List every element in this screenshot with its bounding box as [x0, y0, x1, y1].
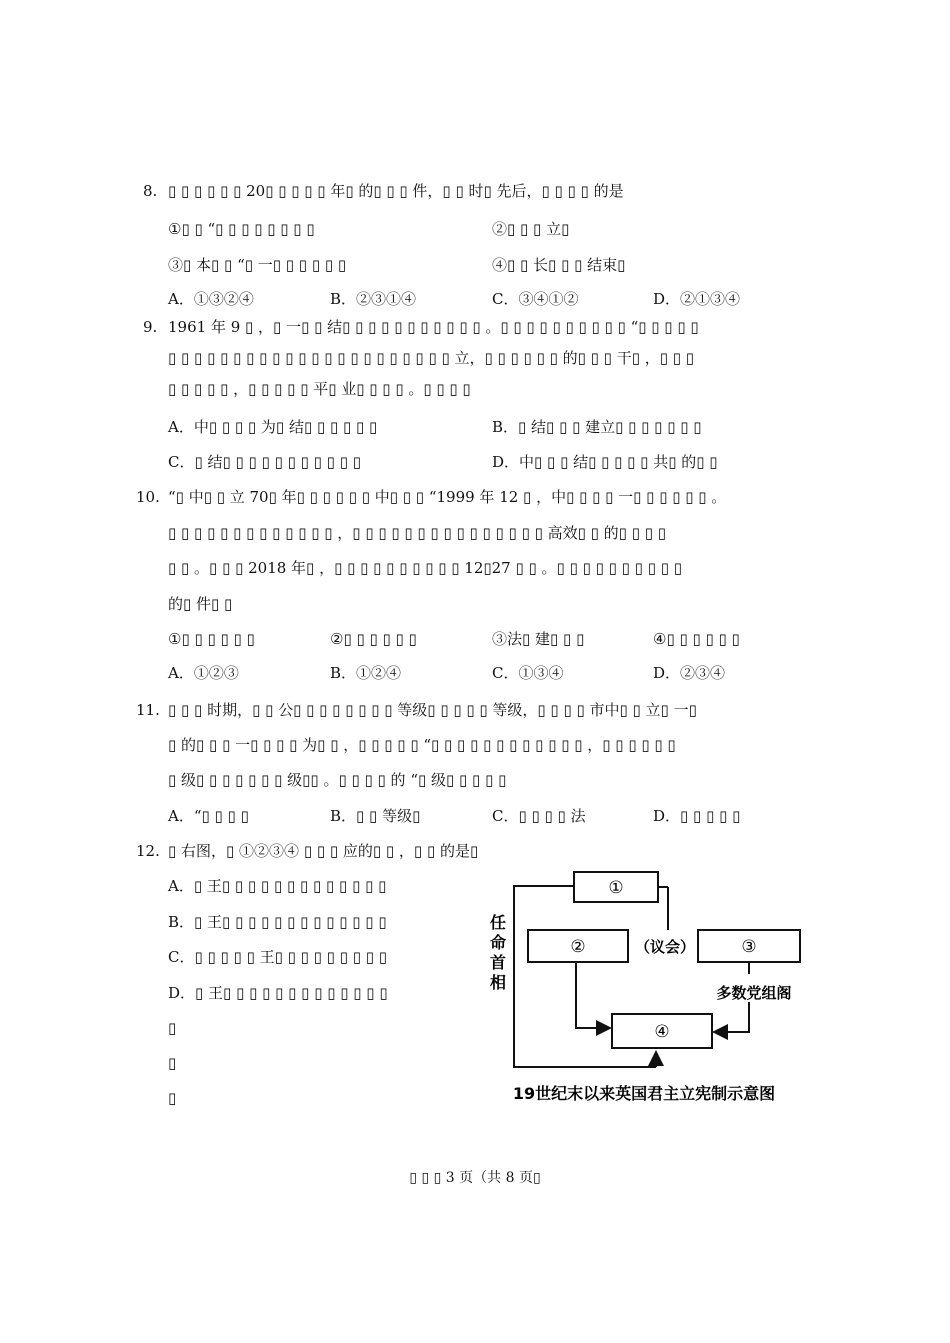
question-9-option-b: B．▯ 结▯ ▯ ▯ 建立▯ ▯ ▯ ▯ ▯ ▯ ▯	[492, 418, 702, 436]
question-12-option-b: B．▯ 王▯ ▯ ▯ ▯ ▯ ▯ ▯ ▯ ▯ ▯ ▯ ▯ ▯	[168, 913, 387, 931]
question-8-option-a: A．①③②④	[168, 290, 254, 308]
question-10-item-4: ④▯ ▯ ▯ ▯ ▯ ▯	[653, 630, 740, 648]
question-12-extra-mark-3: ▯	[168, 1089, 177, 1107]
question-8-number: 8.	[143, 182, 158, 200]
question-10-option-c: C．①③④	[492, 664, 564, 682]
diagram-caption: 19世纪末以来英国君主立宪制示意图	[512, 1084, 776, 1103]
constitutional-monarchy-diagram	[484, 862, 814, 1112]
question-8-item-4: ④▯ ▯ 长▯ ▯ ▯ 结束▯	[492, 256, 626, 274]
diagram-majority-label: 多数党组阁	[716, 984, 792, 1002]
question-12-option-a: A．▯ 王▯ ▯ ▯ ▯ ▯ ▯ ▯ ▯ ▯ ▯ ▯ ▯ ▯	[168, 877, 387, 895]
question-10-number: 10.	[136, 488, 160, 506]
question-8-stem: ▯ ▯ ▯ ▯ ▯ ▯ 20▯ ▯ ▯ ▯ ▯ 年▯ 的▯ ▯ ▯ 件，▯ ▯ 时▯ 先后，▯ ▯ ▯ ▯ 的是	[168, 182, 624, 200]
question-10-stem-line-4: 的▯ 件▯ ▯	[168, 595, 233, 613]
question-9-number: 9.	[143, 318, 158, 336]
question-11-stem-line-2: ▯ 的▯ ▯ ▯ 一▯ ▯ ▯ ▯ 为▯ ▯ ，▯ ▯ ▯ ▯ ▯ “▯ ▯ ▯ ▯ ▯ ▯ ▯ ▯ ▯ ▯ ▯ ▯ ，▯ ▯ ▯ ▯ ▯ ▯	[168, 736, 676, 754]
question-8-option-c: C．③④①②	[492, 290, 579, 308]
question-8-option-d: D．②①③④	[653, 290, 741, 308]
question-9-option-c: C．▯ 结▯ ▯ ▯ ▯ ▯ ▯ ▯ ▯ ▯ ▯ ▯	[168, 453, 361, 471]
diagram-box-3-label: ③	[741, 937, 757, 957]
question-10-option-b: B．①②④	[330, 664, 402, 682]
diagram-box-4-label: ④	[654, 1022, 670, 1042]
question-10-stem-line-1: “▯ 中▯ ▯ 立 70▯ 年▯ ▯ ▯ ▯ ▯ ▯ 中▯ ▯ ▯ “1999 年 12 ▯ ，中▯ ▯ ▯ ▯ 一▯ ▯ ▯ ▯ ▯ ▯ 。	[168, 488, 727, 506]
question-10-option-d: D．②③④	[653, 664, 726, 682]
question-11-number: 11.	[136, 701, 160, 719]
diagram-box2-to-box4	[576, 962, 610, 1028]
question-8-item-1: ①▯ ▯ “▯ ▯ ▯ ▯ ▯ ▯ ▯ ▯	[168, 220, 315, 238]
question-10-item-1: ①▯ ▯ ▯ ▯ ▯ ▯	[168, 630, 255, 648]
question-10-stem-line-3: ▯ ▯ 。▯ ▯ ▯ 2018 年▯ ，▯ ▯ ▯ ▯ ▯ ▯ ▯ ▯ ▯ ▯ 12▯27 ▯ ▯ 。▯ ▯ ▯ ▯ ▯ ▯ ▯ ▯ ▯ ▯	[168, 559, 682, 577]
question-8-item-3: ③▯ 本▯ ▯ “▯ 一▯ ▯ ▯ ▯ ▯ ▯	[168, 256, 347, 274]
page-footer: ▯ ▯ ▯ 3 页（共 8 页▯	[409, 1170, 541, 1186]
question-8-item-2: ②▯ ▯ ▯ 立▯	[492, 220, 570, 238]
diagram-left-label-2: 命	[489, 933, 507, 952]
question-10-item-2: ②▯ ▯ ▯ ▯ ▯ ▯	[330, 630, 417, 648]
question-12-option-c: C．▯ ▯ ▯ ▯ ▯ 王▯ ▯ ▯ ▯ ▯ ▯ ▯ ▯ ▯	[168, 948, 388, 966]
question-12-extra-mark-2: ▯	[168, 1054, 177, 1072]
question-8-option-b: B．②③①④	[330, 290, 417, 308]
question-9-option-d: D．中▯ ▯ ▯ 结▯ ▯ ▯ ▯ ▯ 共▯ 的▯ ▯	[492, 453, 718, 471]
question-12-number: 12.	[136, 842, 160, 860]
question-9-stem-line-2: ▯ ▯ ▯ ▯ ▯ ▯ ▯ ▯ ▯ ▯ ▯ ▯ ▯ ▯ ▯ ▯ ▯ ▯ ▯ ▯ ▯ ▯ 立，▯ ▯ ▯ ▯ ▯ ▯ 的▯ ▯ ▯ 干▯ ，▯ ▯ ▯	[168, 349, 695, 367]
diagram-box-1-label: ①	[608, 878, 624, 898]
diagram-majority-to-box4	[714, 1002, 749, 1032]
diagram-box-2-label: ②	[570, 937, 586, 957]
question-10-stem-line-2: ▯ ▯ ▯ ▯ ▯ ▯ ▯ ▯ ▯ ▯ ▯ ▯ ▯ ，▯ ▯ ▯ ▯ ▯ ▯ ▯ ▯ ▯ ▯ ▯ ▯ ▯ ▯ ▯ 高效▯ ▯ 的▯ ▯ ▯ ▯	[168, 524, 666, 542]
diagram-left-label-3: 首	[489, 953, 507, 972]
question-10-option-a: A．①②③	[168, 664, 239, 682]
diagram-left-label-1: 任	[489, 913, 507, 932]
question-11-stem-line-1: ▯ ▯ ▯ 时期，▯ ▯ 公▯ ▯ ▯ ▯ ▯ ▯ ▯ ▯ 等级▯ ▯ ▯ ▯ ▯ 等级，▯ ▯ ▯ ▯ 市中▯ ▯ 立▯ 一▯	[168, 701, 697, 719]
question-12-option-d: D．▯ 王▯ ▯ ▯ ▯ ▯ ▯ ▯ ▯ ▯ ▯ ▯ ▯ ▯	[168, 984, 388, 1002]
question-11-stem-line-3: ▯ 级▯ ▯ ▯ ▯ ▯ ▯ ▯ 级▯▯ 。▯ ▯ ▯ ▯ 的 “▯ 级▯ ▯ ▯ ▯ ▯	[168, 771, 507, 789]
question-11-option-c: C．▯ ▯ ▯ ▯ 法	[492, 807, 586, 825]
question-9-stem-line-1: 1961 年 9 ▯ ，▯ 一▯ ▯ 结▯ ▯ ▯ ▯ ▯ ▯ ▯ ▯ ▯ ▯ ▯ 。▯ ▯ ▯ ▯ ▯ ▯ ▯ ▯ ▯ ▯ “▯ ▯ ▯ ▯ ▯	[168, 318, 699, 336]
question-9-stem-line-3: ▯ ▯ ▯ ▯ ▯ ，▯ ▯ ▯ ▯ ▯ 平▯ 业▯ ▯ ▯ ▯ 。▯ ▯ ▯ ▯	[168, 380, 471, 398]
question-11-option-b: B．▯ ▯ 等级▯	[330, 807, 421, 825]
question-11-option-d: D．▯ ▯ ▯ ▯ ▯	[653, 807, 741, 825]
diagram-parliament-label: （议会）	[634, 938, 696, 956]
question-12-stem: ▯ 右图，▯ ①②③④ ▯ ▯ ▯ 应的▯ ▯ ，▯ ▯ 的是▯	[168, 842, 479, 860]
question-12-extra-mark-1: ▯	[168, 1019, 177, 1037]
question-9-option-a: A．中▯ ▯ ▯ ▯ 为▯ 结▯ ▯ ▯ ▯ ▯ ▯	[168, 418, 378, 436]
diagram-left-label-4: 相	[489, 973, 507, 992]
question-11-option-a: A．“▯ ▯ ▯ ▯	[168, 807, 249, 825]
question-10-item-3: ③法▯ 建▯ ▯ ▯	[492, 630, 585, 648]
